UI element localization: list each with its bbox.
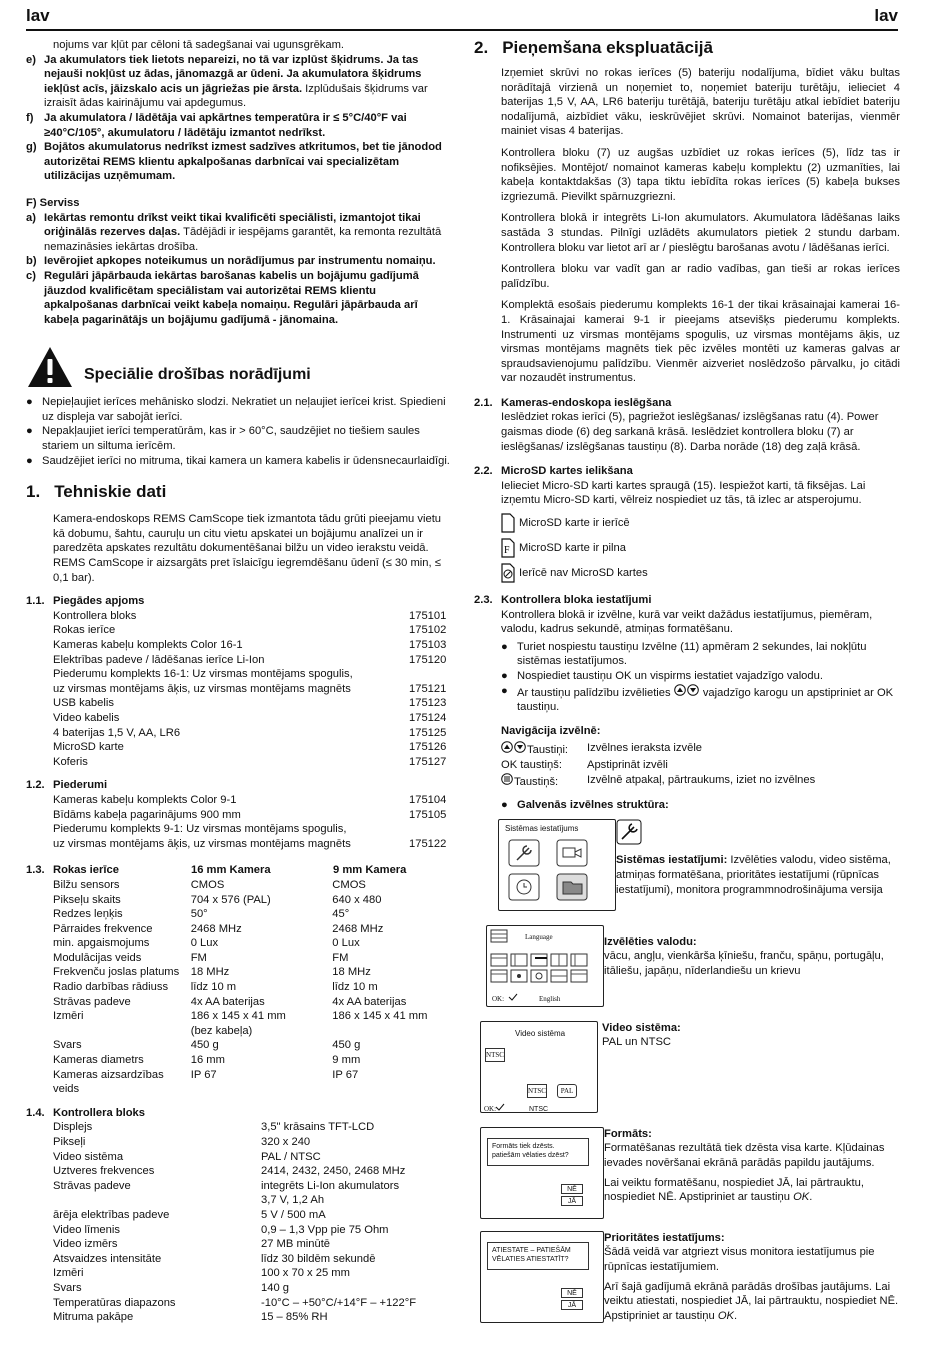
- hand-unit-table: [53, 878, 452, 1097]
- hand-unit-row: Izmēri 186 x 145 x 41 mm 186 x 145 x 41 mm: [53, 1010, 428, 1023]
- section-2-2-heading: [474, 464, 900, 479]
- hand-unit-row: min. apgaismojums 0 Lux 0 Lux: [53, 937, 360, 950]
- page-header: [26, 6, 898, 28]
- section-1-2-heading: [26, 778, 452, 793]
- controller-row: Displejs 3,5" krāsains TFT-LCD: [53, 1121, 375, 1134]
- section-1-4-title: Kontrollera bloks: [53, 1106, 146, 1119]
- video-screen: [480, 1021, 598, 1113]
- system-menu-icons: [499, 832, 617, 912]
- lang-title: Izvēlēties valodu:: [604, 935, 697, 948]
- section-2-2-title: MicroSD kartes ielikšana: [501, 465, 633, 478]
- delivery-row: Kontrollera bloks 175101: [53, 609, 447, 622]
- controller-table: [53, 1120, 451, 1324]
- controller-row: Uztveres frekvences 2414, 2432, 2450, 2468 MHz: [53, 1165, 406, 1178]
- up-down-keys-icon: [501, 741, 527, 753]
- delivery-row: Piederumu komplekts 16-1: Uz virsmas montējams spogulis,: [53, 668, 353, 681]
- section-2-3-heading: [474, 593, 900, 608]
- sd-card-icon: [501, 513, 515, 533]
- hand-unit-row: Pārraides frekvence 2468 MHz 2468 MHz: [53, 922, 384, 935]
- priority-text-2: Arī šajā gadījumā ekrānā parādās drošības jautājums. Lai veiktu atiestati, nospiediet JĀ, lai pārtrauktu, nospiediet NĒ. Apstipriniet ar taustiņu OK.: [604, 1280, 899, 1322]
- controller-row: Video līmenis 0,9 – 1,3 Vpp pie 75 Ohm: [53, 1223, 389, 1236]
- settings-bullet: ● Turiet nospiestu taustiņu Izvēlne (11) apmēram 2 sekundes, lai nokļūtu sistēmas iestatījumos.: [501, 640, 867, 668]
- section-1-heading: [26, 482, 452, 502]
- special-safety-item: ● Saudzējiet ierīci no mitruma, tikai kamera un kamera kabelis ir ūdensnecaurlaidīgi.: [26, 454, 450, 467]
- up-down-keys-icon: [674, 684, 700, 696]
- format-screen: [480, 1127, 604, 1219]
- header-rule: [26, 29, 898, 31]
- priority-text-1: Šādā veidā var atgriezt visus monitora iestatījumus pie rūpnīcas iestatījumiem.: [604, 1246, 875, 1273]
- section-2-3-title: Kontrollera bloka iestatījumi: [501, 594, 652, 607]
- delivery-row: 4 baterijas 1,5 V, AA, LR6 175125: [53, 726, 447, 739]
- section-2-2-text: Ielieciet Micro-SD karti kartes spraugā (15). Iespiežot karti, tā fiksējas. Lai izņemtu Micro-SD karti, vēlreiz nospiediet uz tās, tā izlec ar atsperojumu.: [501, 479, 866, 507]
- section-2-3-number: 2.3.: [474, 594, 493, 607]
- settings-tools-icon: [616, 819, 642, 845]
- ntsc-option[interactable]: NTSC: [527, 1084, 547, 1098]
- sys-text: Izvēlēties valodu, video sistēma, atmiņas formatēšana, prioritātes iestatījumi (rūpnīcas iestatījumi), monitora programmnodrošinājuma versija: [616, 854, 891, 896]
- battery-item: g) Bojātos akumulatorus nedrīkst izmest sadzīves atkritumos, bet tie jānodod autorizētai REMS klientu apkalpošanas darbnīcai vai specializētam utilizācijas uzņēmumam.: [26, 141, 442, 183]
- delivery-row: Rokas ierīce 175102: [53, 624, 447, 637]
- sd-status-none: [501, 563, 900, 583]
- menu-priority-row: [474, 1231, 900, 1324]
- controller-row: Pikseļi 320 x 240: [53, 1136, 311, 1148]
- video-value: NTSC: [529, 1105, 549, 1113]
- controller-row: ārēja elektrības padeve 5 V / 500 mA: [53, 1208, 326, 1221]
- section-2-paragraphs: [474, 66, 900, 386]
- section-1-2-number: 1.2.: [26, 779, 45, 792]
- sd-status-in-label: MicroSD karte ir ierīcē: [519, 516, 630, 529]
- priority-title: Prioritātes iestatījums:: [604, 1231, 725, 1244]
- special-safety-item: ● Nepieļaujiet ierīces mehānisko slodzi. Nekratiet un neļaujiet ierīcei krist. Spiedieni uz displeja var sabojāt ierīci.: [26, 396, 446, 423]
- section-1-3-heading: [26, 863, 452, 878]
- section-2-number: 2.: [474, 38, 489, 57]
- controller-row: Video sistēma PAL / NTSC: [53, 1150, 321, 1163]
- accessory-row: uz virsmas montējams āķis, uz virsmas montējams magnēts 175122: [53, 837, 447, 850]
- system-screen-title: Sistēmas iestatījums: [505, 823, 579, 833]
- priority-no-button[interactable]: NĒ: [561, 1288, 583, 1298]
- section-1-1-heading: [26, 594, 452, 609]
- sd-status-list: [474, 513, 900, 583]
- controller-row: Video izmērs 27 MB minūtē: [53, 1238, 331, 1251]
- section-2-1-heading: [474, 396, 900, 411]
- language-screen: [486, 925, 604, 1007]
- section-2-3-text: Kontrollera blokā ir izvēlne, kurā var veikt dažādus iestatījumus, piemēram, valodu, kadrus sekundē, atmiņas formatēšanu.: [501, 608, 873, 636]
- controller-row: Mitruma pakāpe 15 – 85% RH: [53, 1311, 328, 1324]
- warning-icon: [26, 345, 74, 389]
- format-no-button[interactable]: NĒ: [561, 1184, 583, 1194]
- language-screen-title: Language: [525, 932, 553, 941]
- format-yes-button[interactable]: JĀ: [561, 1196, 583, 1206]
- section-1-1-title: Piegādes apjoms: [53, 595, 145, 608]
- accessory-row: Piederumu komplekts 9-1: Uz virsmas montējams spogulis,: [53, 823, 347, 836]
- left-column: [26, 38, 452, 1325]
- menu-video-row: [474, 1021, 900, 1113]
- sd-status-full-label: MicroSD karte ir pilna: [519, 541, 626, 554]
- section-2-paragraph: Kontrollera bloku (7) uz augšas uzbīdiet uz rokas ierīces (5), līdz tas ir nofiksējies. Montējot/ nomainot kameras kabeļu komplektu (2) uzmanīties, lai kabeļa kontaktdakšas (3) tapa tiktu iebīdīta rokas ierīces (5) kabeļa bukses izgriezumā. Pievilkt spārnuzgriezni.: [501, 146, 900, 203]
- delivery-row: Kameras kabeļu komplekts Color 16-1 175103: [53, 639, 447, 651]
- delivery-row: Elektrības padeve / lādēšanas ierīce Li-Ion 175120: [53, 653, 447, 666]
- section-2-1-text: Ieslēdziet rokas ierīci (5), pagriežot ieslēgšanas/ izslēgšanas ratu (4). Power gaismas diode (6) deg sarkanā krāsā. Ieslēdziet kontrollera bloku (7) ar ieslēgšanas/ izslēgšanas taustiņu (8). Darba norāde (18) deg zaļā krāsā.: [501, 411, 879, 453]
- section-1-title: Tehniskie dati: [54, 482, 167, 502]
- delivery-row: USB kabelis 175123: [53, 697, 447, 710]
- menu-system-row: [474, 819, 900, 911]
- special-safety-list: [26, 395, 452, 468]
- format-text-2: Lai veiktu formatēšanu, nospiediet JĀ, lai pārtrauktu, nospiediet NĒ. Apstipriniet ar taustiņu OK.: [604, 1176, 864, 1204]
- battery-item: e) Ja akumulators tiek lietots nepareizi, no tā var izplūst šķidrums. Ja tas nejauši nokļūst uz ādas, jānomazgā ar ūdeni. Ja akumulatora šķidrums iekļūst acīs, jāizskalo acis un jāgriežas pie ārsta. Izplūdušais šķidrums var izraisīt ādas kairinājumu vai apdegumus.: [26, 53, 428, 110]
- hand-unit-row: Kameras diametrs 16 mm 9 mm: [53, 1054, 361, 1067]
- special-safety-item: ● Nepakļaujiet ierīci temperatūrām, kas ir > 60°C, saudzējiet no tiešiem saules stariem un siltuma ierīcēm.: [26, 425, 420, 453]
- nav-table: Taustiņi: Izvēlnes ieraksta izvēle OK taustiņš: Apstiprināt izvēli Taustiņš: Izvēlnē atpakaļ, pārtraukums, iziet no izvēlnes: [501, 742, 816, 788]
- sd-status-none-label: Ierīcē nav MicroSD kartes: [519, 566, 648, 579]
- section-2-heading: [474, 38, 900, 58]
- accessories-table: [53, 793, 452, 851]
- hand-unit-row: Strāvas padeve 4x AA baterijas 4x AA baterijas: [53, 995, 407, 1008]
- hand-unit-row: Modulācijas veids FM FM: [53, 951, 349, 964]
- delivery-row: uz virsmas montējams āķis, uz virsmas montējams magnēts 175121: [53, 682, 447, 695]
- section-2-2-number: 2.2.: [474, 465, 493, 478]
- special-safety-heading: [26, 345, 452, 389]
- video-ntsc-current: NTSC: [485, 1048, 505, 1062]
- check-icon: [509, 994, 517, 1000]
- section-1-3-number: 1.3.: [26, 864, 45, 877]
- intro-text: nojums var kļūt par cēloni tā sadegšanai vai ugunsgrēkam.: [53, 39, 345, 51]
- section-2-paragraph: Kontrollera blokā ir integrēts Li-Ion akumulators. Akumulatora lādēšanas laiks sastāda 3 stundas. Pilnīgi uzlādēts akumulators pietiek 2 stundu darbam. Kontrollera bloku var lietot arī ar / pieslēgtu barošanas avotu / lādēšanas ierīci.: [501, 212, 900, 254]
- sys-title: Sistēmas iestatījumi:: [616, 854, 728, 867]
- controller-row: Temperatūras diapazons -10°C – +50°C/+14°F – +122°F: [53, 1296, 417, 1309]
- svg-text:F: F: [504, 545, 510, 557]
- system-settings-screen: [498, 819, 616, 911]
- language-value: English: [539, 994, 561, 1003]
- service-item: b) Ievērojiet apkopes noteikumus un norādījumus par instrumentu nomaiņu.: [26, 255, 436, 268]
- serviss-items: [26, 211, 452, 328]
- section-2-paragraph: Kontrollera bloku var vadīt gan ar radio vadības, gan tieši ar rokas ierīces palīdzību.: [501, 263, 900, 290]
- section-2-1-number: 2.1.: [474, 396, 493, 409]
- sd-card-missing-icon: [501, 563, 515, 583]
- section-1-2-title: Piederumi: [53, 779, 108, 792]
- priority-dialog-message: ATIESTATE – PATIEŠĀM VĒLATIES ATIESTATĪT?: [487, 1242, 589, 1270]
- settings-bullet: ● Ar taustiņu palīdzību izvēlieties vajadzīgo karogu un apstipriniet ar OK taustiņu.: [501, 684, 894, 714]
- section-1-3-col1: 16 mm Kamera: [191, 864, 271, 877]
- main-menu-structure: ● Galvenās izvēlnes struktūra:: [501, 799, 669, 812]
- format-dialog-message: Formāts tiek dzēsts. patiešām vēlaties dzēst?: [487, 1138, 589, 1166]
- section-1-number: 1.: [26, 482, 41, 502]
- hand-unit-row: Svars 450 g 450 g: [53, 1039, 361, 1052]
- priority-screen: [480, 1231, 604, 1323]
- controller-row: 3,7 V, 1,2 Ah: [261, 1194, 325, 1207]
- video-ok-label: OK:: [484, 1104, 497, 1113]
- section-2-title: Pieņemšana ekspluatācijā: [502, 38, 713, 57]
- special-safety-title: Speciālie drošības norādījumi: [84, 366, 311, 384]
- menu-language-row: [474, 925, 900, 1007]
- hand-unit-row: Redzes leņķis 50° 45°: [53, 908, 350, 921]
- priority-yes-button[interactable]: JĀ: [561, 1300, 583, 1310]
- sd-status-in: [501, 513, 900, 533]
- controller-row: Strāvas padeve integrēts Li-Ion akumulators: [53, 1179, 400, 1192]
- section-2-paragraph: Izņemiet skrūvi no rokas ierīces (5) bateriju nodalījuma, bīdiet vāku bultas norādītajā virzienā un noņemiet to, noņemiet bateriju turētāju, ielieciet 4 baterijas 1,5 V, AA, LR6 bateriju turētājā, bateriju turētāju atkal iebīdiet bateriju nodalījumā, aizbīdiet vāku, ieskrūvējiet skrūvi. Nomainot baterijas, vienmēr mainiet visas 4 baterijas.: [501, 67, 900, 138]
- hand-unit-row: Frekvenču joslas platums 18 MHz 18 MHz: [53, 966, 371, 979]
- section-1-text: Kamera-endoskops REMS CamScope tiek izmantota tādu grūti pieejamu vietu kā dobumu, šahtu, cauruļu un citu vietu apskatei un bojājumu analīzei un ir paredzēta apskates rezultātu dokumentēšanai bilžu un video ierakstu veidā. REMS CamScope ir aizsargāts pret īslaicīgu iegremdēšanu ūdenī (≤ 30 min, ≤ 0,1 bar).: [53, 513, 442, 584]
- service-item: a) Iekārtas remontu drīkst veikt tikai kvalificēti speciālisti, izmantojot tikai oriģinālās rezerves daļas. Tādējādi ir iespējams garantēt, ka remonta rezultātā nemazināsies iekārtas drošība.: [26, 211, 442, 253]
- format-text-1: Formatēšanas rezultātā tiek dzēsta visa karte. Kļūdainas ievades novēršanai ekrānā parādās papildu jautājums.: [604, 1142, 885, 1169]
- section-1-3-col2: 9 mm Kamera: [333, 864, 407, 877]
- section-2-1-title: Kameras-endoskopa ieslēgšana: [501, 396, 672, 409]
- delivery-row: Video kabelis 175124: [53, 711, 447, 724]
- section-1-3-title: Rokas ierīce: [53, 864, 119, 877]
- hand-unit-row: Pikseļu skaits 704 x 576 (PAL) 640 x 480: [53, 893, 382, 906]
- accessory-row: Bīdāms kabeļa pagarinājums 900 mm 175105: [53, 808, 447, 821]
- section-2-paragraph: Komplektā esošais piederumu komplekts 16-1 der tikai krāsainajai kamerai 16-1. Krāsainajai kamerai 9-1 ir pieejams atsevišķs piederumu komplekts. Instrumenti uz virsmas montējams spogulis, uz virsmas montējams āķis, uz virsmas montējams magnēts tiek pēc izvēles montēti uz kameras galvas ar spraudsavienojumu palīdzību. Vienmēr aizveriet noslēdzošo pārvalku, jo citādi var nozaudēt instrumentus.: [501, 299, 900, 385]
- delivery-row: Koferis 175127: [53, 755, 447, 768]
- accessory-row: Kameras kabeļu komplekts Color 9-1 175104: [53, 793, 447, 806]
- sd-status-full: [501, 538, 900, 558]
- battery-item: f) Ja akumulatora / lādētāja vai apkārtnes temperatūra ir ≤ 5°C/40°F vai ≥40°C/105°, akumulatoru / lādētāju izmantot nedrīkst.: [26, 111, 407, 139]
- video-screen-title: Video sistēma: [515, 1028, 566, 1038]
- section-1-1-number: 1.1.: [26, 595, 45, 608]
- service-item: c) Regulāri jāpārbauda iekārtas barošanas kabelis un bojājumu gadījumā jāuzdod kvalificētam speciālistam vai autorizētai REMS klientu apkalpošanas darbnīcai veikt kabeļa nomaiņu. Regulāri jāpārbauda arī kabeļa pagarinātājs un bojājumu gadījumā - jānomaina.: [26, 269, 419, 326]
- serviss-title: F) Serviss: [26, 196, 80, 209]
- delivery-table: [53, 609, 452, 770]
- video-title: Video sistēma:: [602, 1021, 681, 1034]
- header-right-label: lav: [874, 6, 898, 25]
- lang-text: vācu, angļu, vienkārša ķīniešu, franču, spāņu, portugāļu, itāliešu, japāņu, nīderlandiešu un krievu: [604, 950, 884, 977]
- settings-bullets: [474, 640, 900, 715]
- menu-format-row: [474, 1127, 900, 1219]
- section-1-4-number: 1.4.: [26, 1106, 45, 1119]
- check-icon: [495, 1103, 505, 1111]
- hand-unit-row: Bilžu sensors CMOS CMOS: [53, 878, 366, 891]
- hand-unit-row: (bez kabeļa): [190, 1024, 253, 1037]
- controller-row: Izmēri 100 x 70 x 25 mm: [53, 1267, 350, 1280]
- language-ok-label: OK:: [492, 994, 505, 1003]
- battery-items: [26, 53, 452, 184]
- header-left-label: lav: [26, 6, 50, 25]
- folder-icon: [563, 882, 582, 894]
- right-column: [474, 38, 900, 1323]
- menu-key-icon: [501, 773, 514, 785]
- nav-title: Navigācija izvēlnē:: [501, 724, 601, 737]
- sd-card-full-icon: [501, 538, 515, 558]
- section-1-4-heading: [26, 1106, 452, 1121]
- controller-row: Svars 140 g: [53, 1281, 289, 1294]
- controller-row: Atsvaidzes intensitāte līdz 30 bildēm sekundē: [53, 1252, 376, 1265]
- settings-bullet: ● Nospiediet taustiņu OK un vispirms iestatiet vajadzīgo valodu.: [501, 670, 823, 682]
- pal-option[interactable]: PAL: [557, 1084, 577, 1098]
- delivery-row: MicroSD karte 175126: [53, 741, 447, 754]
- format-title: Formāts:: [604, 1127, 652, 1140]
- hand-unit-row: Radio darbības rādiuss līdz 10 m līdz 10 m: [53, 981, 378, 994]
- hand-unit-row: Kameras aizsardzības veids IP 67 IP 67: [53, 1068, 359, 1096]
- video-text: PAL un NTSC: [602, 1036, 672, 1049]
